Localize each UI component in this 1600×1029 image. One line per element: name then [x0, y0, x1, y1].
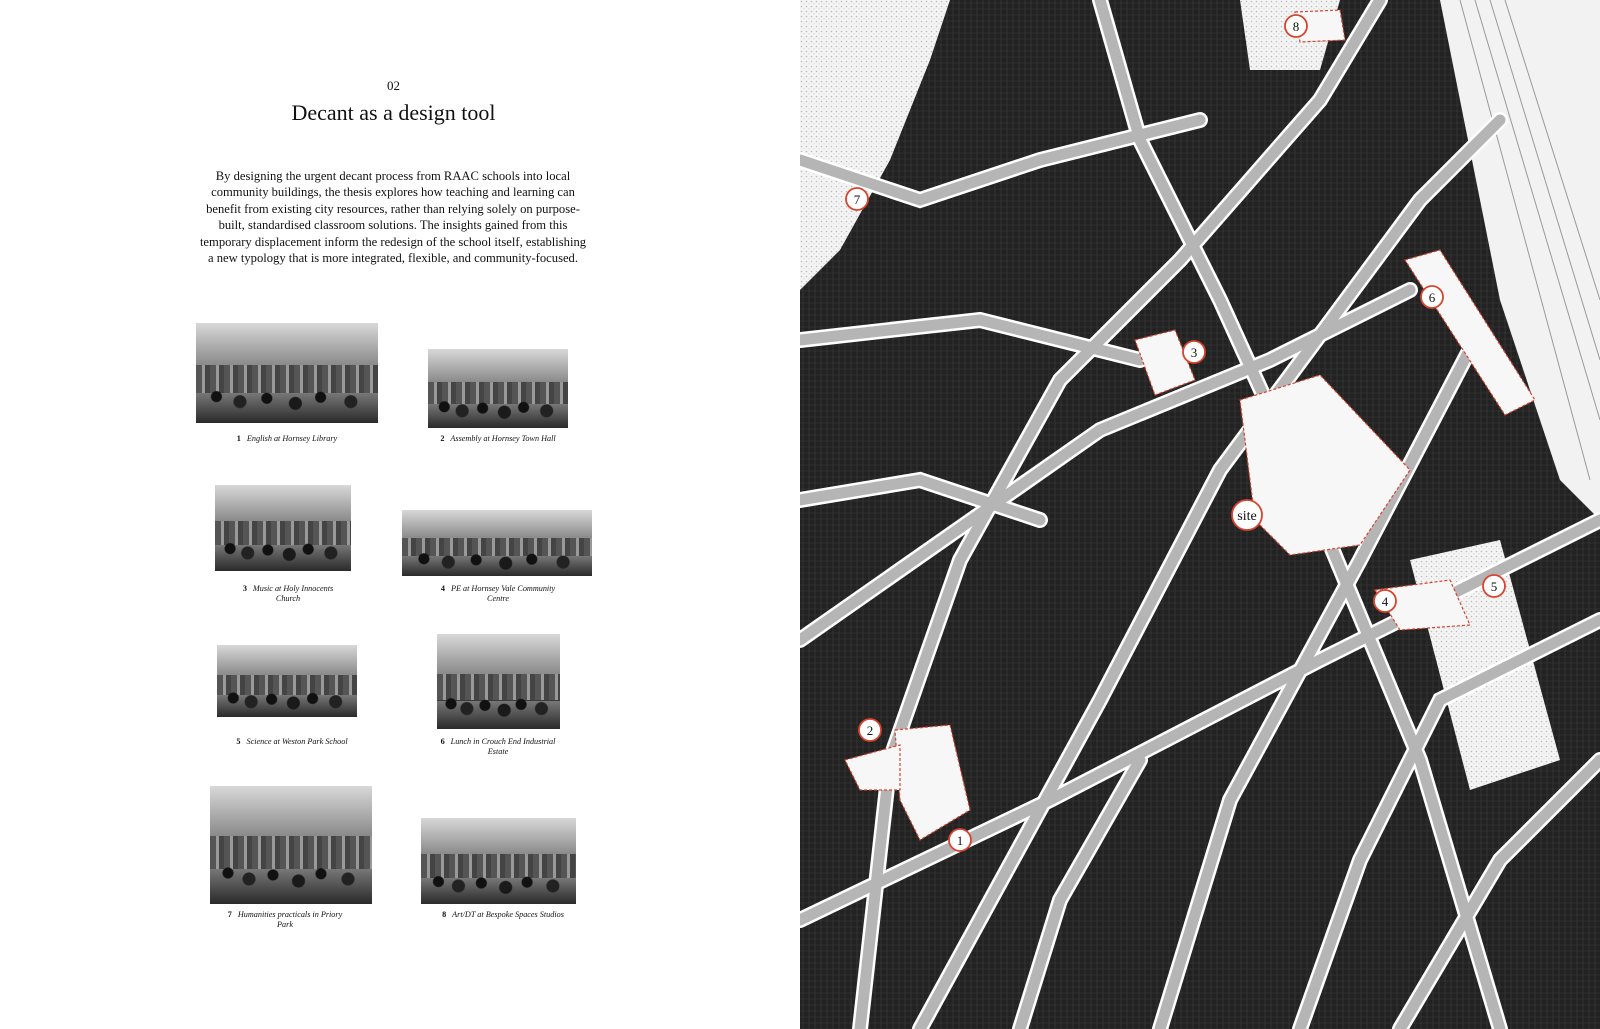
- caption-4: 4 PE at Hornsey Vale Community Centre: [440, 584, 556, 603]
- map-marker-1: [949, 829, 971, 851]
- caption-3: 3 Music at Holy Innocents Church: [242, 584, 334, 603]
- svg-text:2: 2: [866, 723, 874, 738]
- caption-1: 1 English at Hornsey Library: [236, 434, 338, 443]
- svg-text:1: 1: [956, 833, 964, 848]
- svg-text:3: 3: [1190, 345, 1198, 360]
- svg-text:site: site: [1237, 509, 1257, 524]
- caption-7: 7 Humanities practicals in Priory Park: [227, 910, 343, 929]
- map-marker-3: [1183, 341, 1205, 363]
- photo-hornsey-vale-community-centre: [402, 510, 592, 576]
- photo-hornsey-library: [196, 323, 378, 423]
- photo-priory-park: [210, 786, 372, 904]
- photo-crouch-end-industrial-estate: [437, 634, 560, 729]
- caption-5: 5 Science at Weston Park School: [236, 737, 348, 746]
- svg-text:4: 4: [1381, 594, 1389, 609]
- neighbourhood-map: [800, 0, 1600, 1029]
- svg-text:7: 7: [853, 192, 861, 207]
- section-number: 02: [387, 78, 400, 93]
- map-marker-8: [1285, 15, 1307, 37]
- photo-holy-innocents-church: [215, 485, 351, 571]
- photo-weston-park-school: [217, 645, 357, 717]
- svg-text:6: 6: [1428, 290, 1436, 305]
- photo-bespoke-spaces-studios: [421, 818, 576, 904]
- photo-hornsey-town-hall: [428, 349, 568, 428]
- section-title: Decant as a design tool: [291, 100, 496, 125]
- caption-8: 8 Art/DT at Bespoke Spaces Studios: [442, 910, 564, 919]
- intro-paragraph: By designing the urgent decant process from RAAC schools into local community buildings, the thesis explores how teaching and learning can benefit from existing city resources, rather than relying solely on purpose-built, standardised classroom solutions. The insights gained from this temporary displacement inform the redesign of the school itself, establishing a new typology that is more integrated, flexible, and community-focused.: [199, 169, 587, 266]
- map-marker-6: [1421, 286, 1443, 308]
- svg-text:8: 8: [1292, 19, 1300, 34]
- map-marker-site: [1232, 500, 1262, 530]
- caption-2: 2 Assembly at Hornsey Town Hall: [440, 434, 556, 443]
- map-marker-7: [846, 188, 868, 210]
- map-marker-2: [859, 719, 881, 741]
- caption-6: 6 Lunch in Crouch End Industrial Estate: [440, 737, 556, 756]
- map-marker-4: [1374, 590, 1396, 612]
- map-marker-5: [1483, 575, 1505, 597]
- svg-text:5: 5: [1490, 579, 1498, 594]
